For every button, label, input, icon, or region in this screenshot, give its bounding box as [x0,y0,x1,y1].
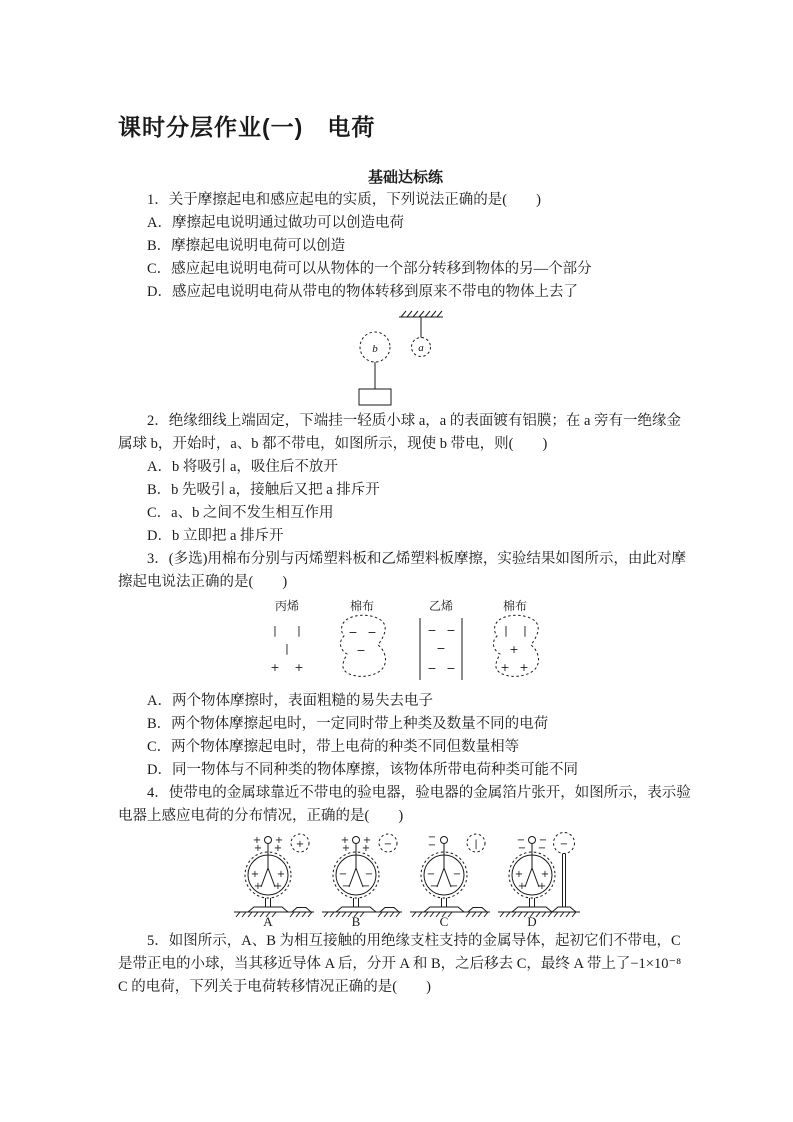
knob-charge: − [427,840,436,851]
ball-pole [562,854,565,908]
case-charge: + [253,881,262,892]
knob-charge: − [516,835,525,846]
case-charge: + [273,881,282,892]
mound [292,908,311,913]
friction-figure [118,598,693,686]
question-4-stem: 4．使带电的金属球靠近不带电的验电器，验电器的金属箔片张开，如图所示，表示验电器上感应电荷的分布情况，正确的是( ) [118,785,691,824]
knob-charge: + [361,843,370,854]
panel-cotton-2 [493,598,538,676]
charge-mark: − [435,642,446,655]
case-charge: + [250,869,259,880]
knob [440,837,447,844]
case-charge: − [426,869,435,880]
ball-charge: | [473,839,478,850]
charge-mark: + [499,661,510,674]
question-3-stem: 3．(多选)用棉布分别与丙烯塑料板和乙烯塑料板摩擦，实验结果如图所示，由此对摩擦起电说法正确的是( ) [118,551,686,590]
question-3-option-d: D．同一物体与不同种类的物体摩擦，该物体所带电荷种类可能不同 [147,762,578,778]
stand-column [529,898,534,907]
option-label: C [439,914,448,928]
pole-base [552,907,576,912]
stand-column [353,898,358,907]
case-charge: − [364,869,373,880]
panel-cotton-1 [340,598,385,676]
ground-hatch [378,912,400,917]
case-charge: + [540,869,549,880]
knob [528,837,535,844]
electroscope-c [410,832,490,928]
charge-mark: − [426,624,437,637]
ball-b-label: b [371,343,378,355]
question-3-option-c: C．两个物体摩擦起电时，带上电荷的种类不同但数量相等 [147,739,520,755]
case-charge: + [276,869,285,880]
knob-charge: + [341,843,350,854]
charge-mark: + [293,661,304,674]
knob-charge: − [538,835,547,846]
ground-hatch [466,912,488,917]
case-charge: − [338,869,347,880]
ceiling-hatch [401,311,442,317]
charge-mark: − [445,624,456,637]
pendulum-figure [118,307,693,407]
case-charge: + [517,881,526,892]
question-1-option-d: D．感应起电说明电荷从带电的物体转移到原来不带电的物体上去了 [147,284,578,300]
knob-charge: + [252,835,261,846]
electroscope-b [322,834,402,928]
knob [264,837,271,844]
ball-charge: + [295,839,304,850]
option-label: D [526,914,537,928]
ground-hatch [500,912,576,917]
page-title: 课时分层作业(一) 电荷 [118,114,376,140]
panel-cotton-1-label: 棉布 [349,599,374,613]
question-3-option-a: A．两个物体摩擦时，表面粗糙的易失去电子 [147,693,433,709]
knob-charge: + [362,835,371,846]
question-3-option-b: B．两个物体摩擦起电时，一定同时带上种类及数量不同的电荷 [147,716,549,732]
knob [352,837,359,844]
knob-charge: + [253,843,262,854]
charge-mark: | [284,642,289,655]
electroscope-figure-svg [230,830,582,928]
knob-charge: + [274,835,283,846]
question-2-option-d: D．b 立即把 a 排斥开 [147,528,284,544]
knob-charge: − [517,843,526,854]
panel-ethylene-label: 乙烯 [428,599,453,613]
ball-a-label: a [417,342,424,354]
question-2-option-c: C．a、b 之间不发生相互作用 [147,505,334,521]
ball-charge: − [383,839,392,850]
support-base [359,389,391,405]
knob-charge: − [537,843,546,854]
knob-charge: + [340,835,349,846]
charge-mark: + [518,661,529,674]
charge-mark: | [272,624,277,637]
ball-a [411,338,430,357]
knob-charge: − [427,832,436,843]
charge-mark: − [445,662,456,675]
ball-charge: − [559,839,568,850]
pendulum-figure-svg [341,307,471,407]
panel-propylene [270,598,303,674]
case-charge: − [429,881,438,892]
charge-mark: − [355,644,366,657]
question-1-stem: 1．关于摩擦起电和感应起电的实质，下列说法正确的是( ) [147,192,541,208]
charge-mark: − [366,626,377,639]
case-charge: − [449,881,458,892]
stand-base [336,907,376,912]
charge-mark: + [508,643,519,656]
case-charge: + [537,881,546,892]
question-1-option-a: A．摩擦起电说明通过做功可以创造电荷 [147,215,404,231]
question-2-option-b: B．b 先吸引 a，接触后又把 a 排斥开 [147,482,380,498]
question-2-option-a: A．b 将吸引 a，吸住后不放开 [147,459,338,475]
case-charge: − [361,881,370,892]
ceiling [399,311,443,317]
stand-column [265,898,270,907]
electroscope-a [234,834,314,928]
stand-base [248,907,288,912]
option-label: A [262,914,273,928]
charge-mark: − [426,662,437,675]
stand-column [441,898,446,907]
charge-mark: − [347,626,358,639]
charge-mark: | [503,624,508,637]
case-charge: − [452,869,461,880]
electroscope-d [498,833,580,929]
ground-hatch [290,912,312,917]
panel-propylene-label: 丙烯 [274,599,299,613]
charge-mark: | [522,624,527,637]
question-1-option-b: B．摩擦起电说明电荷可以创造 [147,238,346,254]
question-1-option-c: C．感应起电说明电荷可以从物体的一个部分转移到物体的另—个部分 [147,261,592,277]
friction-figure-svg [256,598,556,686]
case-charge: − [341,881,350,892]
option-label: B [351,914,360,928]
question-2-stem: 2．绝缘细线上端固定，下端挂一轻质小球 a，a 的表面镀有铝膜；在 a 旁有一绝缘金属球 b，开始时，a、b 都不带电，如图所示，现使 b 带电，则( ) [118,413,682,452]
section-header: 基础达标练 [367,169,443,186]
panel-cotton-2-label: 棉布 [502,599,527,613]
knob-charge: + [273,843,282,854]
charge-mark: + [269,661,280,674]
panel-ethylene [420,598,462,680]
electroscope-figure [118,830,693,928]
charge-mark: | [296,624,301,637]
stand-base [424,907,464,912]
stand-base [512,907,552,912]
ball-b [360,332,390,362]
mound [468,908,487,913]
question-5-stem: 5．如图所示，A、B 为相互接触的用绝缘支柱支持的金属导体，起初它们不带电，C 是带正电的小球，当其移近导体 A 后，分开 A 和 B，之后移去 C，最终 A 带上了−1×10⁻⁸ C 的电荷，下列关于电荷转移情况正确的是( ) [118,933,682,995]
mound [380,908,399,913]
case-charge: + [514,869,523,880]
